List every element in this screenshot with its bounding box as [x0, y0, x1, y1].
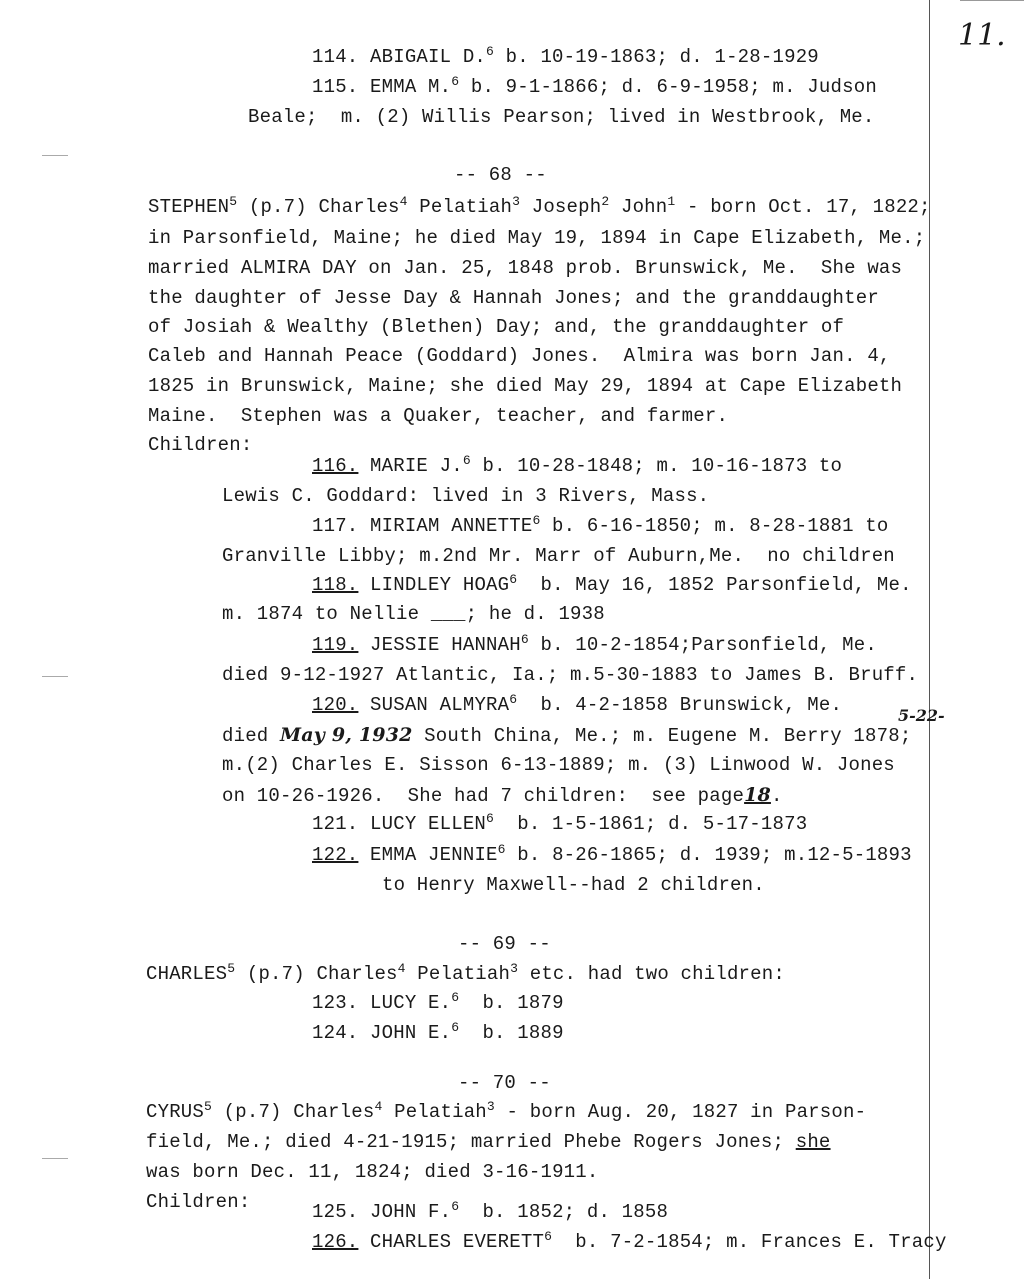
text-line	[222, 666, 918, 685]
text-line	[454, 166, 547, 185]
text-segment: 125. JOHN F.	[312, 1201, 452, 1223]
text-line	[148, 318, 844, 337]
text-segment: 121. LUCY ELLEN	[312, 813, 487, 835]
text-segment: 18	[744, 784, 771, 806]
text-line	[148, 289, 879, 308]
generation-superscript: 4	[399, 194, 408, 209]
generation-superscript: 6	[451, 990, 460, 1005]
text-line	[458, 935, 551, 954]
text-line	[312, 692, 843, 716]
text-segment: (p.7) Charles	[237, 196, 400, 218]
generation-superscript: 6	[486, 44, 495, 59]
text-segment: JESSIE HANNAH	[358, 634, 521, 656]
text-segment: 115. EMMA M.	[312, 76, 452, 98]
punch-mark	[42, 1158, 68, 1159]
text-segment: 1825 in Brunswick, Maine; she died May 29, 1894 at Cape Elizabeth	[148, 375, 903, 397]
generation-superscript: 6	[509, 572, 518, 587]
text-segment: Pelatiah	[382, 1101, 487, 1123]
text-segment: 120.	[312, 694, 359, 716]
text-segment: CYRUS	[146, 1101, 205, 1123]
text-segment: South China, Me.; m. Eugene M. Berry 1878;	[412, 725, 912, 747]
text-segment: m. 1874 to Nellie ___; he d. 1938	[222, 603, 605, 625]
text-segment: CHARLES EVERETT	[358, 1231, 545, 1253]
text-segment: Maine. Stephen was a Quaker, teacher, and farmer.	[148, 405, 729, 427]
generation-superscript: 6	[520, 632, 529, 647]
text-segment: in Parsonfield, Maine; he died May 19, 1894 in Cape Elizabeth, Me.;	[148, 227, 926, 249]
text-segment: -- 68 --	[454, 164, 547, 186]
text-line	[148, 407, 728, 426]
text-segment: Children:	[146, 1191, 251, 1213]
generation-superscript: 6	[509, 692, 518, 707]
text-segment: - born Aug. 20, 1827 in Parson-	[494, 1101, 867, 1123]
text-segment: Pelatiah	[407, 196, 513, 218]
text-segment: died	[222, 725, 281, 747]
text-segment: STEPHEN	[148, 196, 230, 218]
text-segment: Pelatiah	[405, 963, 511, 985]
text-segment: - born Oct. 17, 1822;	[675, 196, 931, 218]
punch-mark	[42, 155, 68, 156]
margin-note: 5-22-	[898, 706, 945, 725]
generation-superscript: 4	[397, 961, 406, 976]
text-segment: on 10-26-1926. She had 7 children: see page	[222, 785, 745, 807]
text-line	[382, 876, 765, 895]
text-segment: Caleb and Hannah Peace (Goddard) Jones. Almira was born Jan. 4,	[148, 345, 891, 367]
text-segment: of Josiah & Wealthy (Blethen) Day; and, the granddaughter of	[148, 316, 845, 338]
text-line	[312, 1020, 564, 1044]
text-segment: married ALMIRA DAY on Jan. 25, 1848 prob. Brunswick, Me. She was	[148, 257, 903, 279]
text-segment: 114. ABIGAIL D.	[312, 46, 487, 68]
text-line	[312, 811, 808, 835]
text-segment: MARIE J.	[358, 455, 463, 477]
text-segment: b. 1879	[459, 992, 564, 1014]
text-segment: b. 10-2-1854;Parsonfield, Me.	[528, 634, 877, 656]
text-segment: LINDLEY HOAG	[358, 574, 510, 596]
text-line	[146, 961, 785, 985]
text-line	[222, 487, 709, 506]
generation-superscript: 6	[451, 74, 460, 89]
text-line	[222, 786, 783, 806]
generation-superscript: 6	[451, 1020, 460, 1035]
text-segment: Granville Libby; m.2nd Mr. Marr of Auburn,Me. no children	[222, 545, 895, 567]
generation-superscript: 3	[512, 194, 521, 209]
text-segment: was born Dec. 11, 1824; died 3-16-1911.	[146, 1161, 599, 1183]
text-line	[312, 572, 912, 596]
text-line	[148, 229, 925, 248]
text-segment: -- 70 --	[458, 1072, 551, 1094]
text-segment: the daughter of Jesse Day & Hannah Jones; and the granddaughter	[148, 287, 879, 309]
text-segment: Joseph	[520, 196, 602, 218]
text-segment: m.(2) Charles E. Sisson 6-13-1889; m. (3) Linwood W. Jones	[222, 754, 895, 776]
text-segment: field, Me.; died 4-21-1915; married Phebe Rogers Jones;	[146, 1131, 796, 1153]
generation-superscript: 3	[510, 961, 519, 976]
text-segment: John	[609, 196, 668, 218]
text-segment: died 9-12-1927 Atlantic, Ia.; m.5-30-1883 to James B. Bruff.	[222, 664, 919, 686]
text-segment: etc. had two children:	[518, 963, 785, 985]
text-segment: Lewis C. Goddard: lived in 3 Rivers, Mass.	[222, 485, 710, 507]
text-line	[312, 990, 564, 1014]
text-segment: 117. MIRIAM ANNETTE	[312, 515, 533, 537]
text-line	[312, 453, 843, 477]
text-line	[146, 1133, 831, 1152]
text-line	[148, 436, 252, 455]
generation-superscript: 1	[667, 194, 676, 209]
text-line	[146, 1193, 250, 1212]
text-segment: Beale; m. (2) Willis Pearson; lived in Westbrook, Me.	[248, 106, 875, 128]
text-segment: 124. JOHN E.	[312, 1022, 452, 1044]
generation-superscript: 5	[204, 1099, 213, 1114]
text-segment: CHARLES	[146, 963, 228, 985]
generation-superscript: 5	[229, 194, 238, 209]
text-segment: SUSAN ALMYRA	[358, 694, 510, 716]
text-segment: 119.	[312, 634, 359, 656]
text-line	[312, 1229, 947, 1253]
text-segment: May 9, 1932	[280, 724, 413, 746]
text-segment: b. 1852; d. 1858	[459, 1201, 669, 1223]
text-line	[146, 1099, 867, 1123]
generation-superscript: 3	[486, 1099, 495, 1114]
generation-superscript: 6	[486, 811, 495, 826]
text-segment: b. 1-5-1861; d. 5-17-1873	[494, 813, 808, 835]
generation-superscript: 4	[374, 1099, 383, 1114]
text-line	[458, 1074, 551, 1093]
text-line	[148, 194, 931, 218]
text-line	[148, 377, 902, 396]
top-rule	[960, 0, 1024, 1]
text-segment: 126.	[312, 1231, 359, 1253]
text-line	[148, 347, 891, 366]
text-segment: Children:	[148, 434, 253, 456]
text-segment: to Henry Maxwell--had 2 children.	[382, 874, 765, 896]
text-line	[312, 632, 877, 656]
text-segment: (p.7) Charles	[235, 963, 398, 985]
generation-superscript: 2	[601, 194, 610, 209]
text-segment: .	[770, 785, 783, 807]
text-line	[248, 108, 875, 127]
text-segment: b. 10-28-1848; m. 10-16-1873 to	[470, 455, 843, 477]
text-segment: 116.	[312, 455, 359, 477]
generation-superscript: 6	[544, 1229, 553, 1244]
text-line	[148, 259, 902, 278]
text-segment: b. 8-26-1865; d. 1939; m.12-5-1893	[505, 844, 912, 866]
text-segment: b. 1889	[459, 1022, 564, 1044]
generation-superscript: 6	[462, 453, 471, 468]
text-line	[222, 547, 895, 566]
text-segment: 118.	[312, 574, 359, 596]
text-segment: (p.7) Charles	[212, 1101, 375, 1123]
text-segment: b. 4-2-1858 Brunswick, Me.	[517, 694, 843, 716]
text-segment: b. 6-16-1850; m. 8-28-1881 to	[540, 515, 889, 537]
text-segment: b. 9-1-1866; d. 6-9-1958; m. Judson	[459, 76, 877, 98]
punch-mark	[42, 676, 68, 677]
text-segment: -- 69 --	[458, 933, 551, 955]
generation-superscript: 6	[451, 1199, 460, 1214]
text-line	[312, 842, 912, 866]
text-segment: 122.	[312, 844, 359, 866]
text-line	[312, 513, 889, 537]
margin-rule	[929, 0, 930, 1279]
text-line	[312, 44, 819, 68]
text-segment: she	[795, 1131, 831, 1153]
text-line	[312, 1199, 669, 1223]
generation-superscript: 5	[227, 961, 236, 976]
text-line	[146, 1163, 598, 1182]
page-number: 11.	[958, 18, 1006, 53]
generation-superscript: 6	[497, 842, 506, 857]
text-segment: b. 10-19-1863; d. 1-28-1929	[494, 46, 819, 68]
text-segment: 123. LUCY E.	[312, 992, 452, 1014]
generation-superscript: 6	[532, 513, 541, 528]
text-segment: b. May 16, 1852 Parsonfield, Me.	[517, 574, 912, 596]
text-line	[312, 74, 877, 98]
text-segment: EMMA JENNIE	[358, 844, 498, 866]
text-line	[222, 756, 895, 775]
text-line	[222, 605, 605, 624]
text-segment: b. 7-2-1854; m. Frances E. Tracy	[552, 1231, 947, 1253]
text-line	[222, 726, 911, 746]
